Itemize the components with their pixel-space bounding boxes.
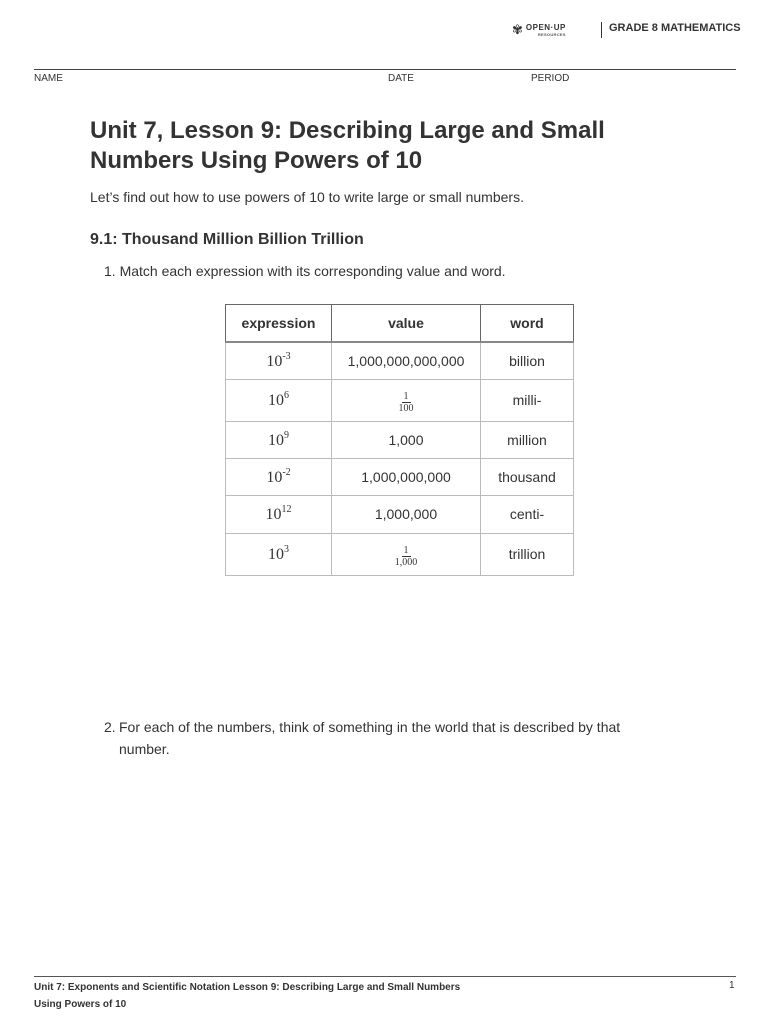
table-row [226,495,574,533]
word-cell: centi- [481,495,574,533]
table-row [226,379,574,421]
table-row [226,458,574,495]
value-cell: 1,000,000,000 [332,458,481,495]
period-field-label: PERIOD [531,73,570,84]
table-row [226,533,574,575]
expression-cell: $10^6$ [226,379,332,421]
word-cell: thousand [481,458,574,495]
value-cell [332,533,481,575]
question-2 [104,716,664,760]
header-rule [34,69,736,70]
footer-rule [34,976,736,977]
fraction: $\frac{1}{1,000}$ [394,545,418,568]
expression-cell: $10^9$ [226,421,332,458]
table-row [226,421,574,458]
word-cell: milli- [481,379,574,421]
page-number: 1 [729,980,735,991]
footer-text: Unit 7: Exponents and Scientific Notation Lesson 9: Describing Large and Small Numbers Using Powers of 10 [34,982,461,1010]
expression-cell: $10^{-2}$ [226,458,332,495]
question-1-text: Match each expression with its corresponding value and word. [119,263,506,279]
date-field-label: DATE [388,73,414,84]
expression-cell: $10^3$ [226,533,332,575]
lesson-title: Unit 7, Lesson 9: Describing Large and Small Numbers Using Powers of 10 [90,117,605,174]
value-cell: 1,000,000,000,000 [332,342,481,379]
word-cell: million [481,421,574,458]
expression-cell: $10^{12}$ [226,495,332,533]
header-expression: expression [226,305,332,343]
table-row [226,342,574,379]
logo-subtext: RESOURCES [537,31,566,37]
question-1 [104,263,506,279]
question-2-number: 2. [104,719,116,735]
value-cell [332,379,481,421]
name-field-label: NAME [34,73,63,84]
lesson-intro: Let’s find out how to use powers of 10 to write large or small numbers. [90,189,524,205]
question-1-number: 1. [104,263,116,279]
open-up-logo [512,22,566,38]
value-cell: 1,000 [332,421,481,458]
bee-icon: ✾ [512,22,523,37]
question-2-text: For each of the numbers, think of something in the world that is described by that number. [119,719,621,757]
expression-cell: $10^{-3}$ [226,342,332,379]
header-divider [601,22,602,38]
header-word: word [481,305,574,343]
header-value: value [332,305,481,343]
logo-text: OPEN·UP [525,22,566,32]
subject-label: GRADE 8 MATHEMATICS [609,22,741,34]
value-cell: 1,000,000 [332,495,481,533]
word-cell: trillion [481,533,574,575]
matching-table [225,304,574,576]
logo-wordmark [526,24,566,37]
table-header-row [226,305,574,343]
fraction: $\frac{1}{100}$ [398,391,414,414]
word-cell: billion [481,342,574,379]
section-heading: 9.1: Thousand Million Billion Trillion [90,231,364,248]
